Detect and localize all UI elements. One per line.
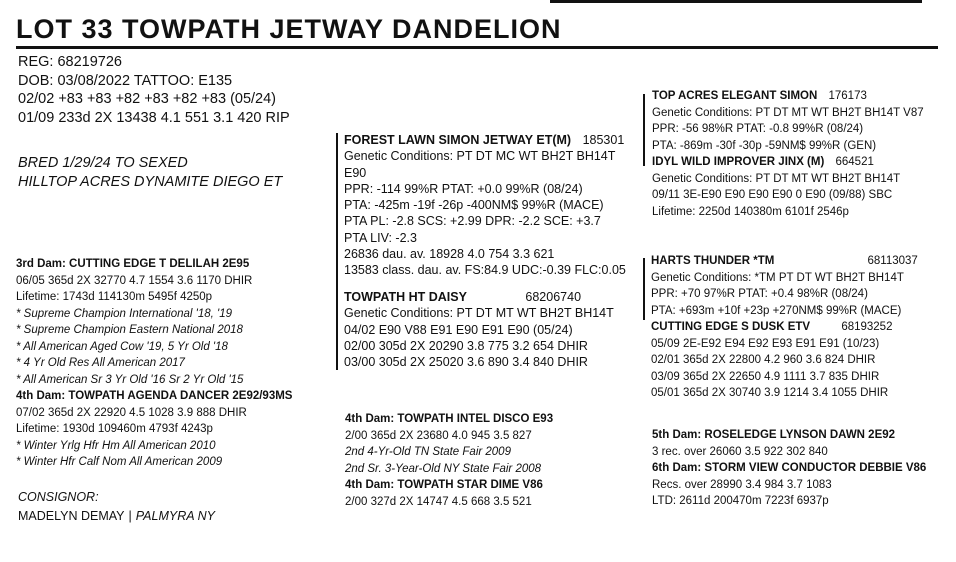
sire-name: FOREST LAWN SIMON JETWAY ET(M) xyxy=(344,133,572,147)
dam-title-line xyxy=(344,289,614,305)
title-rule xyxy=(16,46,938,49)
ss-genetic: Genetic Conditions: PT DT MT WT BH2T BH14T V87 xyxy=(652,106,924,119)
lot-title: LOT 33 TOWPATH JETWAY DANDELION xyxy=(16,14,562,44)
sd-title-line xyxy=(652,154,924,171)
ds-pta: PTA: +693m +10f +23p +270NM$ 99%R (MACE) xyxy=(651,304,902,317)
fourth-dam-lifetime: Lifetime: 1930d 109460m 4793f 4243p xyxy=(16,423,213,435)
dam-block xyxy=(344,289,614,370)
third-dam-lifetime: Lifetime: 1743d 114130m 5495f 4250p xyxy=(16,291,213,303)
fourth-dam-disco-record: 2/00 365d 2X 23680 4.0 945 3.5 827 xyxy=(345,429,532,442)
fourth-dam-disco-header: 4th Dam: TOWPATH INTEL DISCO E93 xyxy=(345,413,554,425)
sire-bracket xyxy=(336,133,338,298)
sire-block xyxy=(344,132,626,279)
fifth-dam-block xyxy=(652,427,926,510)
dam-class: 04/02 E90 V88 E91 E90 E91 E90 (05/24) xyxy=(344,322,573,337)
sd-class: 09/11 3E-E90 E90 E90 E90 0 E90 (09/88) SBC xyxy=(652,189,893,201)
dam-reg: 68206740 xyxy=(525,290,582,304)
award-line: * 4 Yr Old Res All American 2017 xyxy=(16,357,185,369)
consignor-location: PALMYRA NY xyxy=(135,509,215,523)
ss-bracket xyxy=(643,94,645,166)
ss-name: TOP ACRES ELEGANT SIMON xyxy=(652,90,818,102)
sire-genetic: Genetic Conditions: PT DT MC WT BH2T BH14T xyxy=(344,149,616,164)
dam-genetic: Genetic Conditions: PT DT MT WT BH2T BH14T xyxy=(344,306,614,321)
ds-block xyxy=(651,253,918,402)
fourth-dam-dime-header: 4th Dam: TOWPATH STAR DIME V86 xyxy=(345,479,543,491)
dd-class: 05/09 2E-E92 E94 E92 E93 E91 E91 (10/23) xyxy=(651,337,880,350)
dam-name: TOWPATH HT DAISY xyxy=(344,290,467,304)
sire-ppr: PPR: -114 99%R PTAT: +0.0 99%R (08/24) xyxy=(344,181,583,196)
consignor-block xyxy=(18,488,215,526)
award-line: 2nd Sr. 3-Year-Old NY State Fair 2008 xyxy=(345,462,542,475)
award-line: * Winter Yrlg Hfr Hm All American 2010 xyxy=(16,439,216,452)
dob-line: DOB: 03/08/2022 TATTOO: E135 xyxy=(18,72,233,89)
third-dam-block xyxy=(16,256,292,471)
dam-bracket xyxy=(336,298,338,370)
award-line: * Supreme Champion International '18, '19 xyxy=(16,307,232,320)
sixth-dam-lifetime: LTD: 2611d 200470m 7223f 6937p xyxy=(652,495,829,507)
dd-reg: 68193252 xyxy=(841,321,893,333)
sd-lifetime: Lifetime: 2250d 140380m 6101f 2546p xyxy=(652,205,849,218)
sire-reg: 185301 xyxy=(582,133,625,147)
classification-line: 02/02 +83 +83 +82 +83 +82 +83 (05/24) xyxy=(18,91,277,107)
sixth-dam-header: 6th Dam: STORM VIEW CONDUCTOR DEBBIE V86 xyxy=(652,462,927,474)
third-dam-record: 06/05 365d 2X 32770 4.7 1554 3.6 1170 DHIR xyxy=(16,274,253,287)
dam-record: 02/00 305d 2X 20290 3.8 775 3.2 654 DHIR xyxy=(344,338,588,353)
fifth-dam-record: 3 rec. over 26060 3.5 922 302 840 xyxy=(652,445,828,458)
bred-sire-line: HILLTOP ACRES DYNAMITE DIEGO ET xyxy=(18,173,283,190)
sixth-dam-record: Recs. over 28990 3.4 984 3.7 1083 xyxy=(652,478,832,491)
ds-title-line xyxy=(651,253,918,270)
sire-pta: PTA: -425m -19f -26p -400NM$ 99%R (MACE) xyxy=(344,198,604,213)
ss-reg: 176173 xyxy=(828,90,867,102)
ds-reg: 68113037 xyxy=(867,255,918,267)
consignor-name: MADELYN DEMAY xyxy=(18,509,125,523)
ds-name: HARTS THUNDER *TM xyxy=(651,255,775,267)
sire-pta-liv: PTA LIV: -2.3 xyxy=(344,230,417,245)
ss-title-line xyxy=(652,88,924,105)
bred-line: BRED 1/29/24 TO SEXED xyxy=(18,155,188,171)
dd-record: 03/09 365d 2X 22650 4.9 1111 3.7 835 DHIR xyxy=(651,370,880,383)
sire-pta-pl: PTA PL: -2.8 SCS: +2.99 DPR: -2.2 SCE: +3.7 xyxy=(344,214,601,229)
dd-record: 05/01 365d 2X 30740 3.9 1214 3.4 1055 DHIR xyxy=(651,387,889,399)
animal-info xyxy=(18,53,290,127)
sd-genetic: Genetic Conditions: PT DT MT WT BH2T BH14T xyxy=(652,172,901,185)
award-line: * Winter Hfr Calf Nom All American 2009 xyxy=(16,456,223,468)
award-line: * Supreme Champion Eastern National 2018 xyxy=(16,324,243,336)
sire-class-dau: 13583 class. dau. av. FS:84.9 UDC:-0.39 FLC:0.05 xyxy=(344,263,626,278)
fourth-dam-record: 07/02 365d 2X 22920 4.5 1028 3.9 888 DHIR xyxy=(16,406,247,419)
reg-line: REG: 68219726 xyxy=(18,54,122,70)
top-rule xyxy=(550,0,922,3)
award-line: 2nd 4-Yr-Old TN State Fair 2009 xyxy=(345,446,511,458)
ss-pta: PTA: -869m -30f -30p -59NM$ 99%R (GEN) xyxy=(652,139,877,152)
fourth-dam-dime-record: 2/00 327d 2X 14747 4.5 668 3.5 521 xyxy=(345,495,532,508)
fourth-dam-mid-block xyxy=(345,411,553,510)
sire-score: E90 xyxy=(344,165,367,180)
ds-bracket xyxy=(643,258,645,320)
ds-genetic: Genetic Conditions: *TM PT DT WT BH2T BH14T xyxy=(651,271,904,284)
ds-ppr: PPR: +70 97%R PTAT: +0.4 98%R (08/24) xyxy=(651,288,868,300)
consignor-label: CONSIGNOR: xyxy=(18,490,99,504)
third-dam-header: 3rd Dam: CUTTING EDGE T DELILAH 2E95 xyxy=(16,258,250,270)
dd-title-line xyxy=(651,319,918,336)
record-line: 01/09 233d 2X 13438 4.1 551 3.1 420 RIP xyxy=(18,109,290,126)
fifth-dam-header: 5th Dam: ROSELEDGE LYNSON DAWN 2E92 xyxy=(652,429,896,441)
ss-block xyxy=(652,88,924,220)
consignor-line xyxy=(18,507,215,526)
award-line: * All American Sr 3 Yr Old '16 Sr 2 Yr Old '15 xyxy=(16,373,244,386)
sire-dau-av: 26836 dau. av. 18928 4.0 754 3.3 621 xyxy=(344,247,555,262)
sd-name: IDYL WILD IMPROVER JINX (M) xyxy=(652,156,825,168)
award-line: * All American Aged Cow '19, 5 Yr Old '18 xyxy=(16,340,228,353)
sd-reg: 664521 xyxy=(835,156,874,168)
dd-record: 02/01 365d 2X 22800 4.2 960 3.6 824 DHIR xyxy=(651,354,876,366)
dam-record: 03/00 305d 2X 25020 3.6 890 3.4 840 DHIR xyxy=(344,355,588,370)
sire-title-line xyxy=(344,132,626,148)
fourth-dam-header: 4th Dam: TOWPATH AGENDA DANCER 2E92/93MS xyxy=(16,390,293,402)
consignor-divider: | xyxy=(128,509,132,523)
dd-name: CUTTING EDGE S DUSK ETV xyxy=(651,321,811,333)
ss-ppr: PPR: -56 98%R PTAT: -0.8 99%R (08/24) xyxy=(652,123,864,135)
bred-info xyxy=(18,154,282,191)
